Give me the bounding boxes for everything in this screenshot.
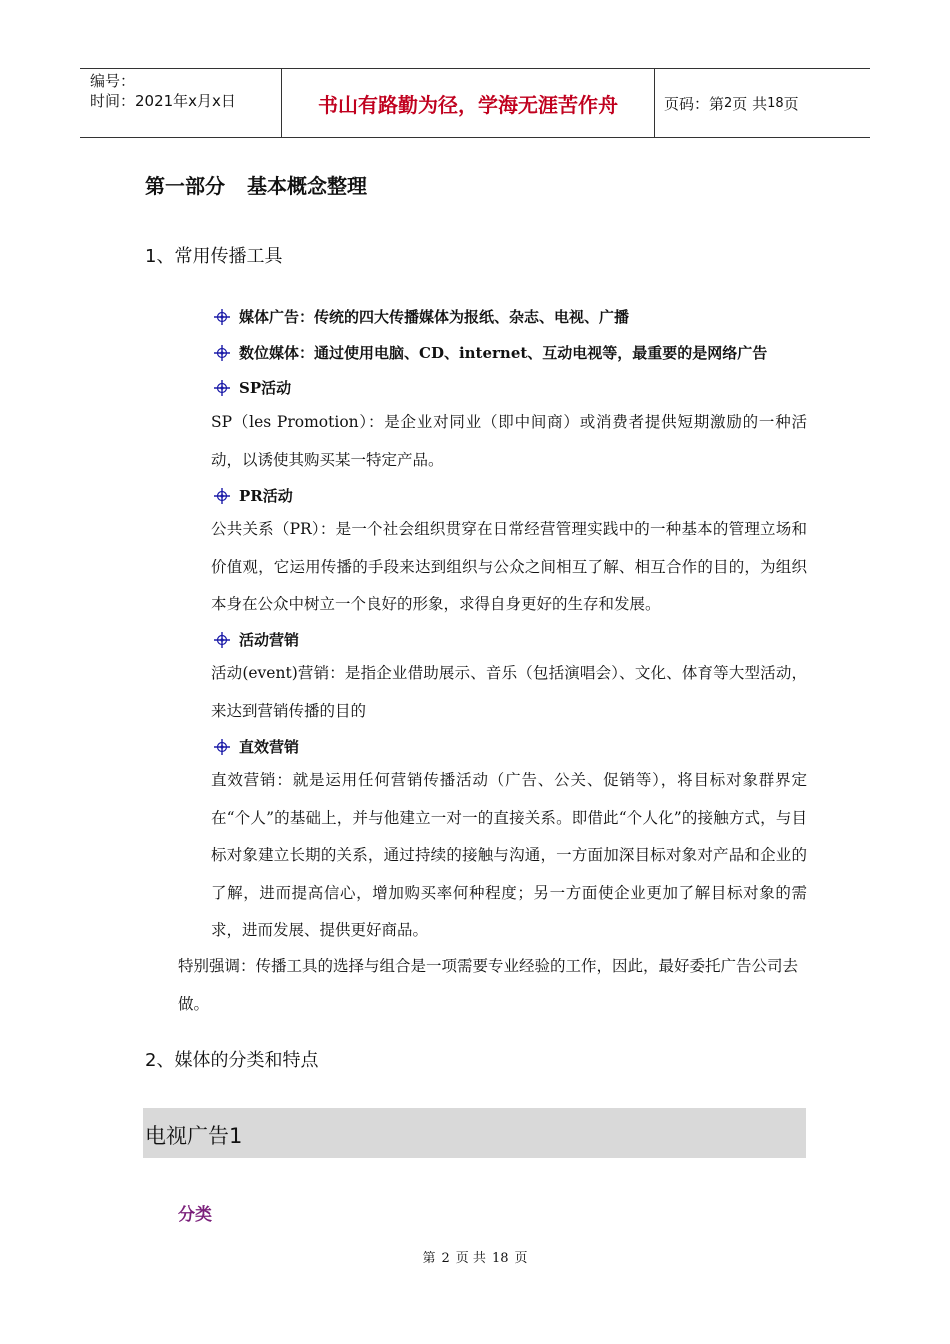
- subheading: 分类: [178, 1205, 212, 1225]
- page-footer: [0, 1247, 950, 1266]
- bullet-text: PR活动: [239, 487, 293, 505]
- diamond-bullet-icon: [212, 343, 232, 363]
- diamond-bullet-icon: [212, 378, 232, 398]
- section-heading-2: 2、媒体的分类和特点: [145, 1050, 319, 1071]
- header-page-indicator: [664, 69, 799, 137]
- band-title: 电视广告1: [145, 1124, 243, 1148]
- bullet-item: [212, 736, 299, 757]
- page-total: 18: [767, 95, 784, 111]
- section-heading-1: 1、常用传播工具: [145, 246, 283, 267]
- bullet-item: [212, 342, 767, 363]
- bullet-text: 活动营销: [239, 631, 300, 649]
- footer-pre: 第: [422, 1251, 436, 1266]
- bullet-item: [212, 377, 291, 398]
- diamond-bullet-icon: [212, 307, 232, 327]
- bullet-text: SP活动: [239, 379, 292, 397]
- diamond-bullet-icon: [212, 630, 232, 650]
- page-label: 页码：第: [664, 94, 725, 113]
- bullet-text: 数位媒体：通过使用电脑、CD、internet、互动电视等，最重要的是网络广告: [239, 344, 768, 362]
- header-motto: 书山有路勤为径，学海无涯苦作舟: [318, 92, 618, 117]
- diamond-bullet-icon: [212, 737, 232, 757]
- document-number-label: 编号：: [90, 72, 136, 90]
- header-info: [90, 71, 280, 111]
- page-header: [80, 68, 870, 138]
- document-date: 时间：2021年x月x日: [90, 92, 236, 110]
- footer-end: 页: [514, 1251, 528, 1266]
- paragraph-event: 活动(event)营销：是指企业借助展示、音乐（包括演唱会）、文化、体育等大型活动，来达到营销传播的目的: [211, 664, 807, 720]
- bullet-item: [212, 629, 299, 650]
- paragraph-pr: 公共关系（PR）：是一个社会组织贯穿在日常经营管理实践中的一种基本的管理立场和价值观，它运用传播的手段来达到组织与公众之间相互了解、相互合作的目的，为组织本身在公众中树立一个良好的形象，求得自身更好的生存和发展。: [211, 520, 807, 613]
- bullet-text: 直效营销: [239, 738, 300, 756]
- header-divider: [654, 69, 655, 137]
- bullet-text: 媒体广告：传统的四大传播媒体为报纸、杂志、电视、广播: [239, 308, 630, 326]
- page-end-label: 页: [783, 94, 799, 113]
- footer-page-total: 18: [491, 1251, 509, 1266]
- paragraph-sp: SP（les Promotion）：是企业对同业（即中间商）或消费者提供短期激励的一种活动，以诱使其购买某一特定产品。: [211, 413, 807, 469]
- emphasis-note: 特别强调：传播工具的选择与组合是一项需要专业经验的工作，因此，最好委托广告公司去做。: [178, 957, 799, 1013]
- part-title-number: 第一部分: [145, 174, 225, 198]
- bullet-item: [212, 485, 293, 506]
- footer-mid: 页 共: [455, 1251, 486, 1266]
- bullet-item: [212, 306, 629, 327]
- page-mid-label: 页 共: [732, 94, 768, 113]
- page-number: 2: [724, 95, 733, 111]
- paragraph-direct: 直效营销：就是运用任何营销传播活动（广告、公关、促销等），将目标对象群界定在“个人”的基础上，并与他建立一对一的直接关系。即借此“个人化”的接触方式，与目标对象建立长期的关系，通过持续的接触与沟通，一方面加深目标对象对产品和企业的了解，进而提高信心，增加购买率何种程度；另一方面使企业更加了解目标对象的需求，进而发展、提供更好商品。: [211, 771, 807, 939]
- diamond-bullet-icon: [212, 486, 232, 506]
- part-title-text: 基本概念整理: [247, 174, 367, 198]
- footer-page-number: 2: [441, 1251, 450, 1266]
- part-title: [145, 170, 367, 199]
- section-band: [143, 1108, 806, 1158]
